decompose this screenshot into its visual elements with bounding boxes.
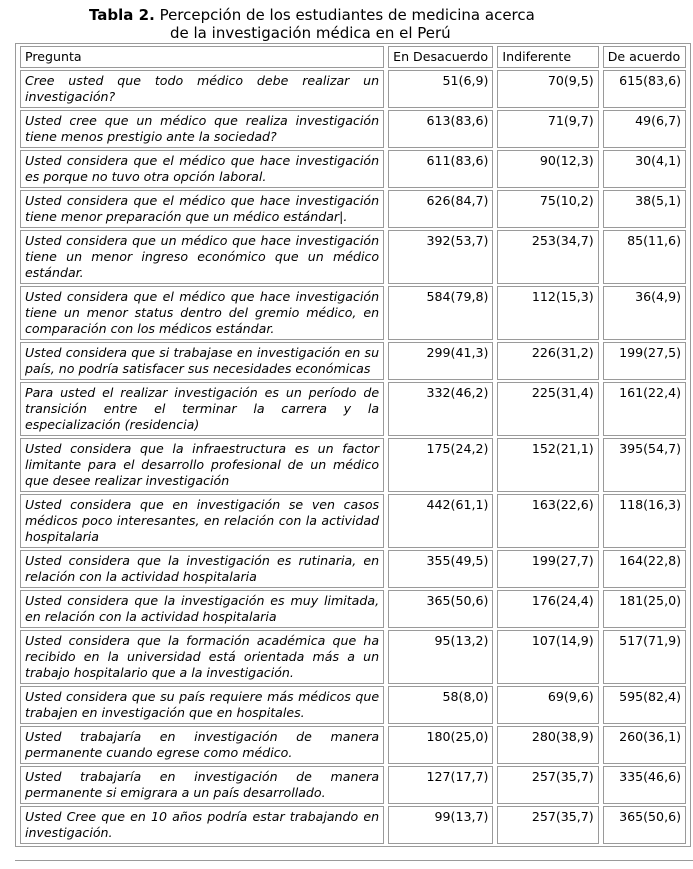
question-cell: Usted considera que su país requiere más médicos que trabajen en investigación que en hospitales. xyxy=(20,686,384,724)
agree-cell: 36(4,9) xyxy=(603,286,686,340)
question-cell: Usted Cree que en 10 años podría estar trabajando en investigación. xyxy=(20,806,384,844)
question-cell: Usted considera que el médico que hace investigación tiene un menor status dentro del gremio médico, en comparación con los médicos estándar. xyxy=(20,286,384,340)
table-body xyxy=(20,70,686,844)
indifferent-cell: 257(35,7) xyxy=(497,806,598,844)
table-row xyxy=(20,110,686,148)
question-cell: Usted trabajaría en investigación de manera permanente cuando egrese como médico. xyxy=(20,726,384,764)
table-row xyxy=(20,726,686,764)
indifferent-cell: 199(27,7) xyxy=(497,550,598,588)
agree-cell: 615(83,6) xyxy=(603,70,686,108)
question-cell: Usted cree que un médico que realiza investigación tiene menos prestigio ante la sociedad? xyxy=(20,110,384,148)
caption-title-part-1: Percepción de los estudiantes de medicina acerca xyxy=(159,6,535,24)
caption-line-2 xyxy=(0,24,693,42)
question-cell: Usted considera que si trabajase en investigación en su país, no podría satisfacer sus necesidades económicas xyxy=(20,342,384,380)
header-agree: De acuerdo xyxy=(603,46,686,68)
bottom-divider xyxy=(15,860,693,861)
disagree-cell: 99(13,7) xyxy=(388,806,493,844)
agree-cell: 161(22,4) xyxy=(603,382,686,436)
indifferent-cell: 71(9,7) xyxy=(497,110,598,148)
disagree-cell: 365(50,6) xyxy=(388,590,493,628)
indifferent-cell: 107(14,9) xyxy=(497,630,598,684)
question-cell: Para usted el realizar investigación es un período de transición entre el terminar la carrera y la especialización (residencia) xyxy=(20,382,384,436)
perception-table xyxy=(15,43,691,847)
agree-cell: 199(27,5) xyxy=(603,342,686,380)
agree-cell: 517(71,9) xyxy=(603,630,686,684)
table-row xyxy=(20,230,686,284)
table-row xyxy=(20,686,686,724)
question-cell: Cree usted que todo médico debe realizar un investigación? xyxy=(20,70,384,108)
header-row xyxy=(20,46,686,68)
header-question: Pregunta xyxy=(20,46,384,68)
table-row xyxy=(20,70,686,108)
agree-cell: 164(22,8) xyxy=(603,550,686,588)
table-caption xyxy=(0,6,693,42)
agree-cell: 181(25,0) xyxy=(603,590,686,628)
disagree-cell: 180(25,0) xyxy=(388,726,493,764)
question-cell: Usted considera que un médico que hace investigación tiene un menor ingreso económico que un médico estándar. xyxy=(20,230,384,284)
question-cell: Usted considera que en investigación se ven casos médicos poco interesantes, en relación con la actividad hospitalaria xyxy=(20,494,384,548)
disagree-cell: 58(8,0) xyxy=(388,686,493,724)
indifferent-cell: 70(9,5) xyxy=(497,70,598,108)
disagree-cell: 584(79,8) xyxy=(388,286,493,340)
table-row xyxy=(20,590,686,628)
table-row xyxy=(20,342,686,380)
table-row xyxy=(20,550,686,588)
disagree-cell: 355(49,5) xyxy=(388,550,493,588)
question-cell: Usted considera que el médico que hace investigación tiene menor preparación que un médico estándar|. xyxy=(20,190,384,228)
disagree-cell: 127(17,7) xyxy=(388,766,493,804)
agree-cell: 365(50,6) xyxy=(603,806,686,844)
question-cell: Usted considera que la formación académica que ha recibido en la universidad está orientada más a un trabajo hospitalario que a la investigación. xyxy=(20,630,384,684)
disagree-cell: 175(24,2) xyxy=(388,438,493,492)
question-cell: Usted considera que la investigación es muy limitada, en relación con la actividad hospitalaria xyxy=(20,590,384,628)
header-disagree: En Desacuerdo xyxy=(388,46,493,68)
disagree-cell: 611(83,6) xyxy=(388,150,493,188)
disagree-cell: 332(46,2) xyxy=(388,382,493,436)
agree-cell: 30(4,1) xyxy=(603,150,686,188)
indifferent-cell: 253(34,7) xyxy=(497,230,598,284)
caption-title-part-2: de la investigación médica en el Perú xyxy=(170,24,451,42)
indifferent-cell: 90(12,3) xyxy=(497,150,598,188)
agree-cell: 595(82,4) xyxy=(603,686,686,724)
table-row xyxy=(20,286,686,340)
table-row xyxy=(20,190,686,228)
agree-cell: 118(16,3) xyxy=(603,494,686,548)
indifferent-cell: 163(22,6) xyxy=(497,494,598,548)
caption-label: Tabla 2. xyxy=(89,6,155,24)
disagree-cell: 299(41,3) xyxy=(388,342,493,380)
table-row xyxy=(20,806,686,844)
table-row xyxy=(20,766,686,804)
indifferent-cell: 75(10,2) xyxy=(497,190,598,228)
indifferent-cell: 152(21,1) xyxy=(497,438,598,492)
disagree-cell: 442(61,1) xyxy=(388,494,493,548)
agree-cell: 49(6,7) xyxy=(603,110,686,148)
caption-line-1 xyxy=(0,6,693,24)
question-cell: Usted considera que la investigación es rutinaria, en relación con la actividad hospitalaria xyxy=(20,550,384,588)
table-row xyxy=(20,494,686,548)
disagree-cell: 95(13,2) xyxy=(388,630,493,684)
table-row xyxy=(20,438,686,492)
agree-cell: 38(5,1) xyxy=(603,190,686,228)
agree-cell: 85(11,6) xyxy=(603,230,686,284)
question-cell: Usted considera que el médico que hace investigación es porque no tuvo otra opción laboral. xyxy=(20,150,384,188)
indifferent-cell: 176(24,4) xyxy=(497,590,598,628)
disagree-cell: 392(53,7) xyxy=(388,230,493,284)
agree-cell: 395(54,7) xyxy=(603,438,686,492)
question-cell: Usted trabajaría en investigación de manera permanente si emigrara a un país desarrollado. xyxy=(20,766,384,804)
agree-cell: 260(36,1) xyxy=(603,726,686,764)
indifferent-cell: 226(31,2) xyxy=(497,342,598,380)
indifferent-cell: 280(38,9) xyxy=(497,726,598,764)
disagree-cell: 51(6,9) xyxy=(388,70,493,108)
indifferent-cell: 257(35,7) xyxy=(497,766,598,804)
disagree-cell: 613(83,6) xyxy=(388,110,493,148)
agree-cell: 335(46,6) xyxy=(603,766,686,804)
indifferent-cell: 69(9,6) xyxy=(497,686,598,724)
indifferent-cell: 112(15,3) xyxy=(497,286,598,340)
indifferent-cell: 225(31,4) xyxy=(497,382,598,436)
header-indifferent: Indiferente xyxy=(497,46,598,68)
disagree-cell: 626(84,7) xyxy=(388,190,493,228)
table-row xyxy=(20,150,686,188)
table-row xyxy=(20,382,686,436)
table-row xyxy=(20,630,686,684)
question-cell: Usted considera que la infraestructura es un factor limitante para el desarrollo profesional de un médico que desee realizar investigación xyxy=(20,438,384,492)
